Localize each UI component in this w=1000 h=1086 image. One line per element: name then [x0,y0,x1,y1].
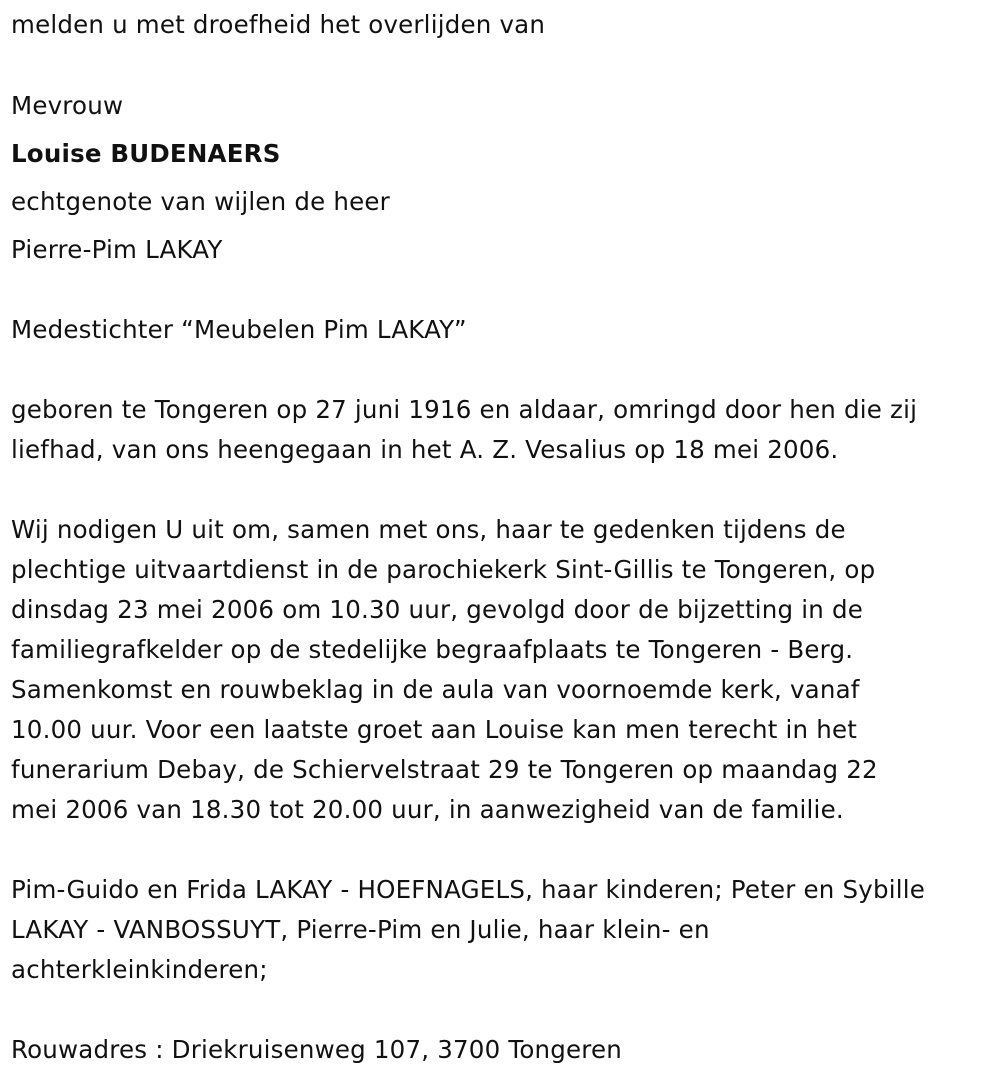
birth-death-line: geboren te Tongeren op 27 juni 1916 en aldaar, omringd door hen die zij [11,395,918,424]
family-line: Pim-Guido en Frida LAKAY - HOEFNAGELS, haar kinderen; Peter en Sybille [11,875,925,904]
invitation-line: funerarium Debay, de Schiervelstraat 29 te Tongeren op maandag 22 [11,755,878,784]
family-line: achterkleinkinderen; [11,955,268,984]
title-prefix: Mevrouw [11,91,124,120]
cofounder-text: Medestichter “Meubelen Pim LAKAY” [11,315,467,344]
family-line: LAKAY - VANBOSSUYT, Pierre-Pim en Julie, haar klein- en [11,915,710,944]
invitation-line: plechtige uitvaartdienst in de parochiekerk Sint-Gillis te Tongeren, op [11,555,876,584]
intro-text: melden u met droefheid het overlijden van [11,10,546,39]
invitation-line: Wij nodigen U uit om, samen met ons, haar te gedenken tijdens de [11,515,846,544]
spouse-name: Pierre-Pim LAKAY [11,235,223,264]
invitation-line: familiegrafkelder op de stedelijke begraafplaats te Tongeren - Berg. [11,635,854,664]
invitation-line: mei 2006 van 18.30 tot 20.00 uur, in aanwezigheid van de familie. [11,795,844,824]
mourning-address: Rouwadres : Driekruisenweg 107, 3700 Tongeren [11,1035,623,1064]
invitation-line: dinsdag 23 mei 2006 om 10.30 uur, gevolgd door de bijzetting in de [11,595,864,624]
spouse-intro: echtgenote van wijlen de heer [11,187,390,216]
invitation-line: 10.00 uur. Voor een laatste groet aan Louise kan men terecht in het [11,715,858,744]
deceased-name: Louise BUDENAERS [11,139,281,168]
invitation-line: Samenkomst en rouwbeklag in de aula van voornoemde kerk, vanaf [11,675,860,704]
birth-death-line: liefhad, van ons heengegaan in het A. Z. Vesalius op 18 mei 2006. [11,435,839,464]
